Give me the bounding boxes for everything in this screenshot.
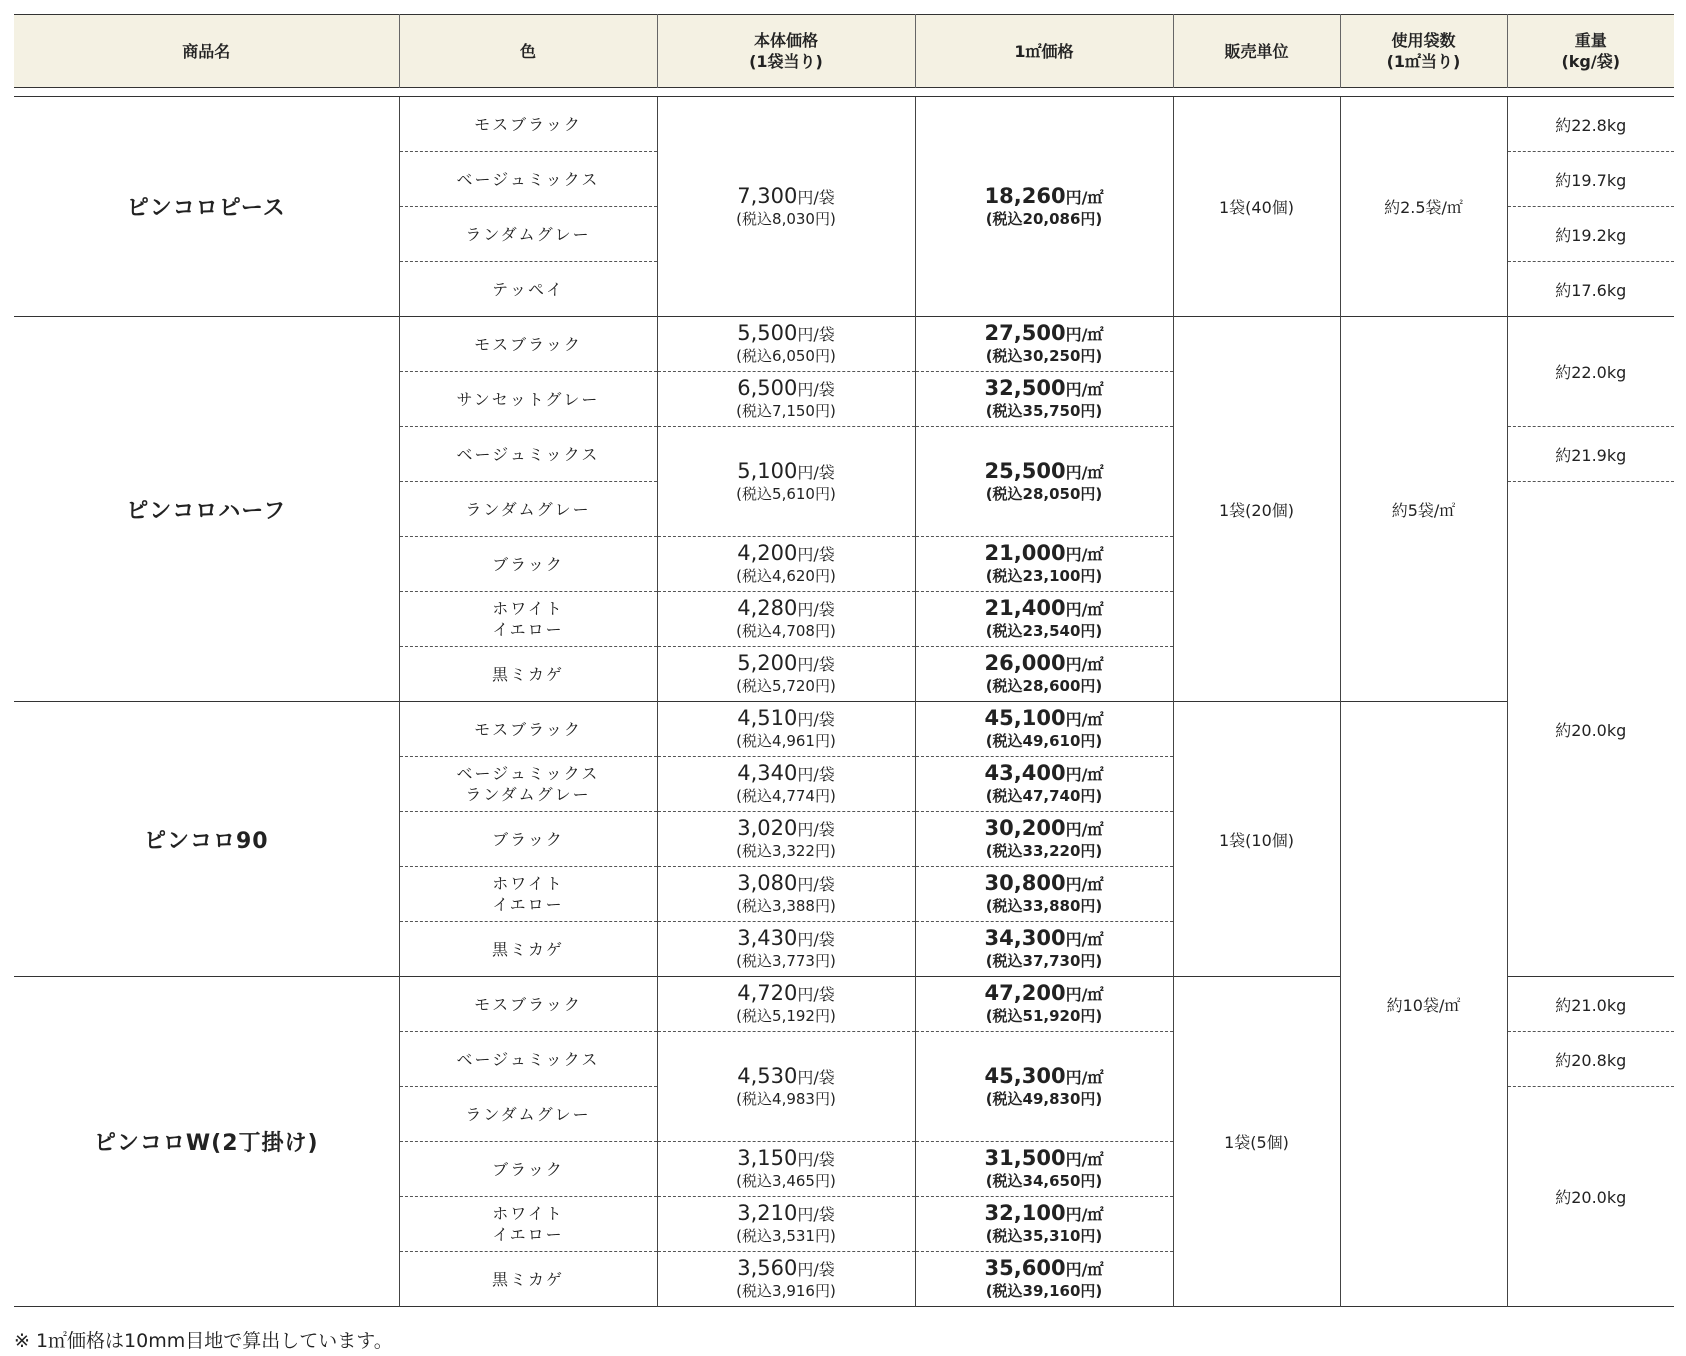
sqm-price-value: 21,000	[984, 541, 1066, 565]
unit-price	[658, 982, 915, 1006]
unit-price-cell	[657, 372, 915, 427]
color-cell	[399, 1252, 657, 1307]
sqm-price-cell	[915, 97, 1173, 317]
color-cell	[399, 922, 657, 977]
unit-price-value: 5,100	[737, 458, 798, 483]
color-name: ホワイト	[492, 1204, 564, 1223]
unit-price-suffix: 円/袋	[797, 1150, 835, 1169]
header-sales-unit: 販売単位	[1173, 15, 1340, 88]
sqm-price	[916, 185, 1173, 209]
sqm-price-cell	[915, 757, 1173, 812]
weight-cell: 約19.2kg	[1507, 207, 1674, 262]
sqm-price-value: 25,500	[984, 458, 1066, 483]
unit-price-cell	[657, 1032, 915, 1142]
sqm-price-value: 31,500	[984, 1146, 1066, 1170]
unit-price-tax: (税込4,774円)	[736, 787, 836, 805]
sqm-price-cell	[915, 812, 1173, 867]
weight-cell: 約21.9kg	[1507, 427, 1674, 482]
sqm-price	[916, 707, 1173, 731]
sqm-price-suffix: 円/㎡	[1065, 655, 1104, 674]
table-row	[14, 317, 1674, 372]
sqm-price-tax: (税込49,830円)	[985, 1089, 1103, 1108]
color-cell	[399, 262, 657, 317]
unit-price-tax: (税込4,961円)	[736, 732, 836, 750]
sqm-price-cell	[915, 702, 1173, 757]
unit-price-value: 5,500	[737, 321, 798, 345]
sqm-price-value: 30,200	[984, 816, 1066, 840]
color-name: ホワイト	[492, 599, 564, 618]
unit-price-value: 3,020	[737, 816, 798, 840]
header-weight: 重量 (kg/袋)	[1507, 15, 1674, 88]
color-name: ベージュミックス	[456, 764, 600, 783]
unit-price-cell	[657, 647, 915, 702]
color-name: ブラック	[492, 1159, 564, 1179]
color-name: ブラック	[492, 554, 564, 574]
color-name: モスブラック	[474, 114, 582, 134]
unit-price	[658, 460, 915, 484]
unit-price-tax: (税込5,192円)	[736, 1007, 836, 1025]
sqm-price	[916, 652, 1173, 676]
sales-unit: 1袋(40個)	[1173, 97, 1340, 317]
unit-price-tax: (税込4,708円)	[736, 622, 836, 640]
unit-price-cell	[657, 812, 915, 867]
sqm-price-cell	[915, 317, 1173, 372]
unit-price-value: 7,300	[737, 183, 798, 208]
unit-price-suffix: 円/袋	[797, 710, 835, 729]
sqm-price-value: 30,800	[984, 871, 1066, 895]
table-header-row	[14, 15, 1674, 88]
sqm-price-value: 18,260	[984, 183, 1066, 208]
unit-price	[658, 652, 915, 676]
unit-price-value: 6,500	[737, 376, 798, 400]
unit-price	[658, 377, 915, 401]
color-cell	[399, 1032, 657, 1087]
header-product: 商品名	[182, 41, 231, 61]
table-body	[14, 88, 1674, 1308]
unit-price-value: 4,340	[737, 761, 798, 785]
sqm-price-suffix: 円/㎡	[1065, 1067, 1104, 1087]
sqm-price-cell	[915, 537, 1173, 592]
unit-price-tax: (税込5,610円)	[736, 484, 836, 503]
unit-price-suffix: 円/袋	[797, 930, 835, 949]
sales-unit: 1袋(20個)	[1173, 317, 1340, 702]
sqm-price	[916, 1202, 1173, 1226]
unit-price-suffix: 円/袋	[797, 765, 835, 784]
sqm-price-suffix: 円/㎡	[1065, 930, 1104, 949]
sqm-price-suffix: 円/㎡	[1065, 187, 1104, 207]
sqm-price-tax: (税込28,600円)	[985, 677, 1103, 695]
unit-price-value: 4,200	[737, 541, 798, 565]
price-table	[14, 14, 1674, 1307]
bags-per-sqm: 約10袋/㎡	[1340, 702, 1507, 1307]
unit-price-tax: (税込3,465円)	[736, 1172, 836, 1190]
header-bags: 使用袋数 (1㎡当り)	[1340, 15, 1507, 88]
unit-price-value: 5,200	[737, 651, 798, 675]
unit-price	[658, 542, 915, 566]
sqm-price-suffix: 円/㎡	[1065, 462, 1104, 482]
sqm-price-suffix: 円/㎡	[1065, 710, 1104, 729]
unit-price-value: 3,560	[737, 1256, 798, 1280]
unit-price-cell	[657, 922, 915, 977]
color-name: 黒ミカゲ	[491, 939, 564, 959]
sqm-price-tax: (税込33,880円)	[985, 897, 1103, 915]
sqm-price-value: 47,200	[984, 981, 1066, 1005]
unit-price-tax: (税込3,773円)	[736, 952, 836, 970]
sqm-price-cell	[915, 372, 1173, 427]
color-cell	[399, 977, 657, 1032]
sqm-price	[916, 460, 1173, 484]
unit-price-tax: (税込8,030円)	[736, 209, 836, 228]
unit-price-tax: (税込3,322円)	[736, 842, 836, 860]
product-name: ピンコロピース	[14, 97, 399, 317]
sales-unit: 1袋(10個)	[1173, 702, 1340, 977]
product-name: ピンコロハーフ	[14, 317, 399, 702]
unit-price	[658, 597, 915, 621]
sqm-price-tax: (税込35,310円)	[985, 1227, 1103, 1245]
header-unit-price: 本体価格 (1袋当り)	[657, 15, 915, 88]
table-row	[14, 702, 1674, 757]
sqm-price-cell	[915, 647, 1173, 702]
sqm-price-suffix: 円/㎡	[1065, 600, 1104, 619]
unit-price	[658, 1257, 915, 1281]
unit-price-value: 4,530	[737, 1063, 798, 1088]
header-color: 色	[399, 15, 657, 88]
sqm-price-cell	[915, 427, 1173, 537]
unit-price-tax: (税込3,531円)	[736, 1227, 836, 1245]
unit-price	[658, 817, 915, 841]
color-name: ブラック	[492, 829, 564, 849]
weight-cell: 約19.7kg	[1507, 152, 1674, 207]
color-cell	[399, 867, 657, 922]
sqm-price-value: 26,000	[984, 651, 1066, 675]
color-name: ランダムグレー	[465, 1104, 591, 1124]
unit-price	[658, 322, 915, 346]
sqm-price-tax: (税込20,086円)	[985, 209, 1103, 228]
unit-price-suffix: 円/袋	[797, 655, 835, 674]
unit-price-tax: (税込7,150円)	[736, 402, 836, 420]
color-cell	[399, 152, 657, 207]
color-name: イエロー	[492, 1225, 564, 1244]
unit-price-tax: (税込3,916円)	[736, 1282, 836, 1300]
weight-cell: 約17.6kg	[1507, 262, 1674, 317]
unit-price-cell	[657, 537, 915, 592]
sqm-price-suffix: 円/㎡	[1065, 1205, 1104, 1224]
unit-price	[658, 1147, 915, 1171]
sqm-price-tax: (税込49,610円)	[985, 732, 1103, 750]
unit-price-value: 4,280	[737, 596, 798, 620]
sqm-price-suffix: 円/㎡	[1065, 765, 1104, 784]
weight-cell: 約20.0kg	[1507, 1087, 1674, 1307]
sqm-price	[916, 1257, 1173, 1281]
color-cell	[399, 702, 657, 757]
unit-price-suffix: 円/袋	[797, 875, 835, 894]
sqm-price-cell	[915, 977, 1173, 1032]
color-name: 黒ミカゲ	[491, 1269, 564, 1289]
unit-price-suffix: 円/袋	[797, 545, 835, 564]
color-cell	[399, 537, 657, 592]
color-cell	[399, 757, 657, 812]
sqm-price-value: 45,300	[984, 1063, 1066, 1088]
sqm-price-cell	[915, 922, 1173, 977]
sqm-price-suffix: 円/㎡	[1065, 325, 1104, 344]
color-name: 黒ミカゲ	[491, 664, 564, 684]
sqm-price-tax: (税込34,650円)	[985, 1172, 1103, 1190]
color-cell	[399, 1197, 657, 1252]
sqm-price	[916, 1147, 1173, 1171]
unit-price-suffix: 円/袋	[797, 1205, 835, 1224]
bags-per-sqm: 約2.5袋/㎡	[1340, 97, 1507, 317]
sqm-price-tax: (税込23,100円)	[985, 567, 1103, 585]
sqm-price-value: 32,100	[984, 1201, 1066, 1225]
unit-price-value: 4,510	[737, 706, 798, 730]
sqm-price-value: 43,400	[984, 761, 1066, 785]
weight-cell: 約20.8kg	[1507, 1032, 1674, 1087]
unit-price-cell	[657, 1197, 915, 1252]
bags-per-sqm: 約5袋/㎡	[1340, 317, 1507, 702]
color-name: イエロー	[492, 620, 564, 639]
bottom-rule	[14, 1307, 1674, 1308]
sqm-price	[916, 1065, 1173, 1089]
sqm-price-cell	[915, 1032, 1173, 1142]
sqm-price-value: 34,300	[984, 926, 1066, 950]
unit-price-suffix: 円/袋	[797, 187, 835, 207]
unit-price-suffix: 円/袋	[797, 985, 835, 1004]
color-name: ランダムグレー	[465, 785, 591, 804]
unit-price-value: 3,210	[737, 1201, 798, 1225]
unit-price	[658, 927, 915, 951]
color-cell	[399, 647, 657, 702]
table-row	[14, 97, 1674, 152]
unit-price-cell	[657, 592, 915, 647]
weight-cell: 約20.0kg	[1507, 482, 1674, 977]
unit-price-cell	[657, 702, 915, 757]
sqm-price-cell	[915, 867, 1173, 922]
weight-cell: 約22.0kg	[1507, 317, 1674, 427]
sqm-price-cell	[915, 1252, 1173, 1307]
sqm-price	[916, 597, 1173, 621]
sqm-price	[916, 322, 1173, 346]
sqm-price-tax: (税込30,250円)	[985, 347, 1103, 365]
unit-price-value: 3,150	[737, 1146, 798, 1170]
color-cell	[399, 592, 657, 647]
sqm-price-value: 27,500	[984, 321, 1066, 345]
sales-unit: 1袋(5個)	[1173, 977, 1340, 1307]
unit-price-value: 4,720	[737, 981, 798, 1005]
color-cell	[399, 317, 657, 372]
sqm-price-tax: (税込39,160円)	[985, 1282, 1103, 1300]
unit-price-cell	[657, 977, 915, 1032]
unit-price	[658, 762, 915, 786]
color-cell	[399, 1142, 657, 1197]
sqm-price	[916, 762, 1173, 786]
color-name: テッペイ	[491, 279, 564, 299]
header-sqm-price: 1㎡価格	[915, 15, 1173, 88]
sqm-price-cell	[915, 1142, 1173, 1197]
color-name: ベージュミックス	[456, 444, 600, 464]
unit-price-value: 3,080	[737, 871, 798, 895]
color-cell	[399, 207, 657, 262]
sqm-price-cell	[915, 592, 1173, 647]
unit-price	[658, 1065, 915, 1089]
weight-cell: 約21.0kg	[1507, 977, 1674, 1032]
weight-cell: 約22.8kg	[1507, 97, 1674, 152]
sqm-price	[916, 982, 1173, 1006]
sqm-price-suffix: 円/㎡	[1065, 545, 1104, 564]
color-name: モスブラック	[474, 994, 582, 1014]
sqm-price-suffix: 円/㎡	[1065, 1260, 1104, 1279]
unit-price-cell	[657, 317, 915, 372]
color-cell	[399, 482, 657, 537]
unit-price-cell	[657, 427, 915, 537]
color-name: サンセットグレー	[456, 389, 600, 409]
sqm-price-value: 35,600	[984, 1256, 1066, 1280]
unit-price-cell	[657, 97, 915, 317]
color-name: ホワイト	[492, 874, 564, 893]
sqm-price-suffix: 円/㎡	[1065, 875, 1104, 894]
product-name: ピンコロ90	[14, 702, 399, 977]
table-bottom-rule	[14, 1307, 1674, 1308]
color-cell	[399, 97, 657, 152]
sqm-price-value: 32,500	[984, 376, 1066, 400]
sqm-price-tax: (税込47,740円)	[985, 787, 1103, 805]
unit-price	[658, 872, 915, 896]
product-name: ピンコロW(2丁掛け)	[14, 977, 399, 1307]
unit-price-suffix: 円/袋	[797, 1067, 835, 1087]
sqm-price	[916, 927, 1173, 951]
color-name: イエロー	[492, 895, 564, 914]
unit-price-tax: (税込3,388円)	[736, 897, 836, 915]
sqm-price-tax: (税込37,730円)	[985, 952, 1103, 970]
unit-price-cell	[657, 1252, 915, 1307]
color-name: ランダムグレー	[465, 224, 591, 244]
color-cell	[399, 372, 657, 427]
sqm-price-suffix: 円/㎡	[1065, 380, 1104, 399]
sqm-price-cell	[915, 1197, 1173, 1252]
unit-price-suffix: 円/袋	[797, 325, 835, 344]
price-table-container	[14, 14, 1674, 1307]
footnote: ※ 1㎡価格は10mm目地で算出しています。	[14, 1330, 393, 1352]
color-name: モスブラック	[474, 334, 582, 354]
unit-price-tax: (税込4,620円)	[736, 567, 836, 585]
unit-price-suffix: 円/袋	[797, 462, 835, 482]
color-name: ランダムグレー	[465, 499, 591, 519]
sqm-price-suffix: 円/㎡	[1065, 1150, 1104, 1169]
unit-price-suffix: 円/袋	[797, 600, 835, 619]
sqm-price	[916, 872, 1173, 896]
unit-price-cell	[657, 1142, 915, 1197]
unit-price-cell	[657, 867, 915, 922]
sqm-price-value: 45,100	[984, 706, 1066, 730]
sqm-price	[916, 377, 1173, 401]
sqm-price	[916, 817, 1173, 841]
unit-price-suffix: 円/袋	[797, 820, 835, 839]
sqm-price-value: 21,400	[984, 596, 1066, 620]
unit-price-suffix: 円/袋	[797, 1260, 835, 1279]
sqm-price-suffix: 円/㎡	[1065, 985, 1104, 1004]
color-name: ベージュミックス	[456, 1049, 600, 1069]
color-name: ベージュミックス	[456, 169, 600, 189]
sqm-price	[916, 542, 1173, 566]
unit-price-value: 3,430	[737, 926, 798, 950]
color-cell	[399, 812, 657, 867]
sqm-price-suffix: 円/㎡	[1065, 820, 1104, 839]
unit-price-suffix: 円/袋	[797, 380, 835, 399]
unit-price	[658, 1202, 915, 1226]
unit-price-tax: (税込4,983円)	[736, 1089, 836, 1108]
sqm-price-tax: (税込51,920円)	[985, 1007, 1103, 1025]
unit-price-tax: (税込6,050円)	[736, 347, 836, 365]
unit-price	[658, 707, 915, 731]
unit-price-cell	[657, 757, 915, 812]
unit-price	[658, 185, 915, 209]
sqm-price-tax: (税込28,050円)	[985, 484, 1103, 503]
color-cell	[399, 427, 657, 482]
unit-price-tax: (税込5,720円)	[736, 677, 836, 695]
color-name: モスブラック	[474, 719, 582, 739]
sqm-price-tax: (税込35,750円)	[985, 402, 1103, 420]
color-cell	[399, 1087, 657, 1142]
sqm-price-tax: (税込33,220円)	[985, 842, 1103, 860]
sqm-price-tax: (税込23,540円)	[985, 622, 1103, 640]
